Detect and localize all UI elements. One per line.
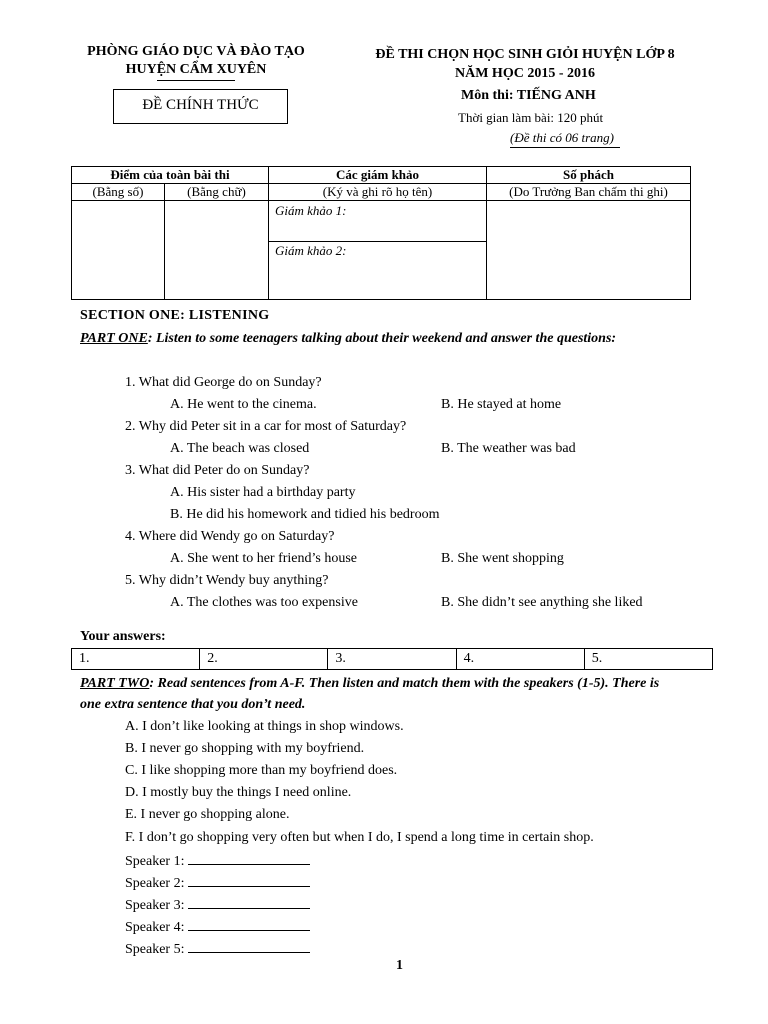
question-2-option-a[interactable]: A. The beach was closed — [170, 441, 310, 456]
district-name: HUYỆN CẨM XUYÊN — [125, 62, 267, 77]
part-one-text: : Listen to some teenagers talking about their weekend and answer the questions: — [147, 331, 617, 346]
code-cell[interactable] — [487, 201, 691, 300]
school-year: NĂM HỌC 2015 - 2016 — [455, 66, 595, 81]
your-answers-label: Your answers: — [80, 629, 166, 644]
question-5-option-a[interactable]: A. The clothes was too expensive — [170, 595, 358, 610]
answer-cell-5[interactable]: 5. — [584, 649, 712, 670]
speaker-4-label: Speaker 4: — [125, 920, 185, 935]
question-4: 4. Where did Wendy go on Saturday? — [125, 529, 335, 544]
part-one-instruction — [80, 331, 616, 347]
speaker-4-blank[interactable] — [188, 918, 310, 931]
speaker-3-label: Speaker 3: — [125, 898, 185, 913]
answer-cell-3[interactable]: 3. — [328, 649, 456, 670]
page-count-underline — [510, 147, 620, 148]
speaker-1-label: Speaker 1: — [125, 854, 185, 869]
examiner-1-label: Giám khảo 1: — [275, 203, 347, 218]
part-two-label: PART TWO — [80, 676, 150, 691]
examiners-cell — [269, 201, 487, 300]
speaker-5-label: Speaker 5: — [125, 942, 185, 957]
answers-table — [71, 648, 713, 670]
speaker-1-blank[interactable] — [188, 852, 310, 865]
header-underline — [157, 80, 235, 81]
sentence-b: B. I never go shopping with my boyfriend. — [125, 741, 365, 756]
answer-cell-1[interactable]: 1. — [72, 649, 200, 670]
question-4-option-b[interactable]: B. She went shopping — [441, 551, 564, 566]
exam-title: ĐỀ THI CHỌN HỌC SINH GIỎI HUYỆN LỚP 8 — [375, 47, 675, 62]
score-words-cell[interactable] — [165, 201, 269, 300]
section-title: SECTION ONE: LISTENING — [80, 308, 270, 323]
speaker-3-row — [125, 896, 310, 914]
part-two-text-2: one extra sentence that you don’t need. — [80, 697, 306, 712]
answer-cell-2[interactable]: 2. — [200, 649, 328, 670]
score-number-sub: (Bằng số) — [72, 184, 165, 201]
question-1-option-b[interactable]: B. He stayed at home — [441, 397, 562, 412]
speaker-2-row — [125, 874, 310, 892]
sentence-e: E. I never go shopping alone. — [125, 807, 290, 822]
score-number-cell[interactable] — [72, 201, 165, 300]
sentence-a: A. I don’t like looking at things in shop windows. — [125, 719, 404, 734]
question-2: 2. Why did Peter sit in a car for most of Saturday? — [125, 419, 407, 434]
speaker-2-blank[interactable] — [188, 874, 310, 887]
examiner-2-label: Giám khảo 2: — [275, 243, 347, 258]
speaker-1-row — [125, 852, 310, 870]
score-words-sub: (Bằng chữ) — [165, 184, 269, 201]
question-2-option-b[interactable]: B. The weather was bad — [441, 441, 576, 456]
answer-cell-4[interactable]: 4. — [456, 649, 584, 670]
score-header: Điểm của toàn bài thi — [72, 167, 269, 184]
question-3-option-b[interactable]: B. He did his homework and tidied his bedroom — [170, 507, 440, 522]
sentence-d: D. I mostly buy the things I need online. — [125, 785, 352, 800]
page-number: 1 — [396, 958, 403, 973]
examiners-header: Các giám khảo — [269, 167, 487, 184]
question-3: 3. What did Peter do on Sunday? — [125, 463, 310, 478]
question-3-option-a[interactable]: A. His sister had a birthday party — [170, 485, 356, 500]
question-4-option-a[interactable]: A. She went to her friend’s house — [170, 551, 358, 566]
speaker-4-row — [125, 918, 310, 936]
question-1: 1. What did George do on Sunday? — [125, 375, 322, 390]
official-label: ĐỀ CHÍNH THỨC — [142, 97, 259, 113]
examiner-divider — [269, 241, 486, 242]
code-sub: (Do Trưởng Ban chấm thi ghi) — [487, 184, 691, 201]
question-5-option-b[interactable]: B. She didn’t see anything she liked — [441, 595, 643, 610]
part-two-instruction — [80, 676, 659, 692]
speaker-5-row — [125, 940, 310, 958]
examiners-sub: (Ký và ghi rõ họ tên) — [269, 184, 487, 201]
exam-time: Thời gian làm bài: 120 phút — [458, 110, 604, 125]
speaker-2-label: Speaker 2: — [125, 876, 185, 891]
department-name: PHÒNG GIÁO DỤC VÀ ĐÀO TẠO — [87, 44, 305, 59]
question-5: 5. Why didn’t Wendy buy anything? — [125, 573, 329, 588]
part-two-text-1: : Read sentences from A-F. Then listen and match them with the speakers (1-5). There is — [149, 676, 660, 691]
page-count: (Đề thi có 06 trang) — [510, 130, 614, 145]
sentence-c: C. I like shopping more than my boyfriend does. — [125, 763, 398, 778]
sentence-f: F. I don’t go shopping very often but when I do, I spend a long time in certain shop. — [125, 830, 594, 845]
official-box — [113, 89, 288, 124]
question-1-option-a[interactable]: A. He went to the cinema. — [170, 397, 317, 412]
code-header: Số phách — [487, 167, 691, 184]
part-one-label: PART ONE — [80, 331, 148, 346]
speaker-5-blank[interactable] — [188, 940, 310, 953]
score-table — [71, 166, 691, 300]
exam-subject: Môn thi: TIẾNG ANH — [461, 88, 596, 103]
speaker-3-blank[interactable] — [188, 896, 310, 909]
